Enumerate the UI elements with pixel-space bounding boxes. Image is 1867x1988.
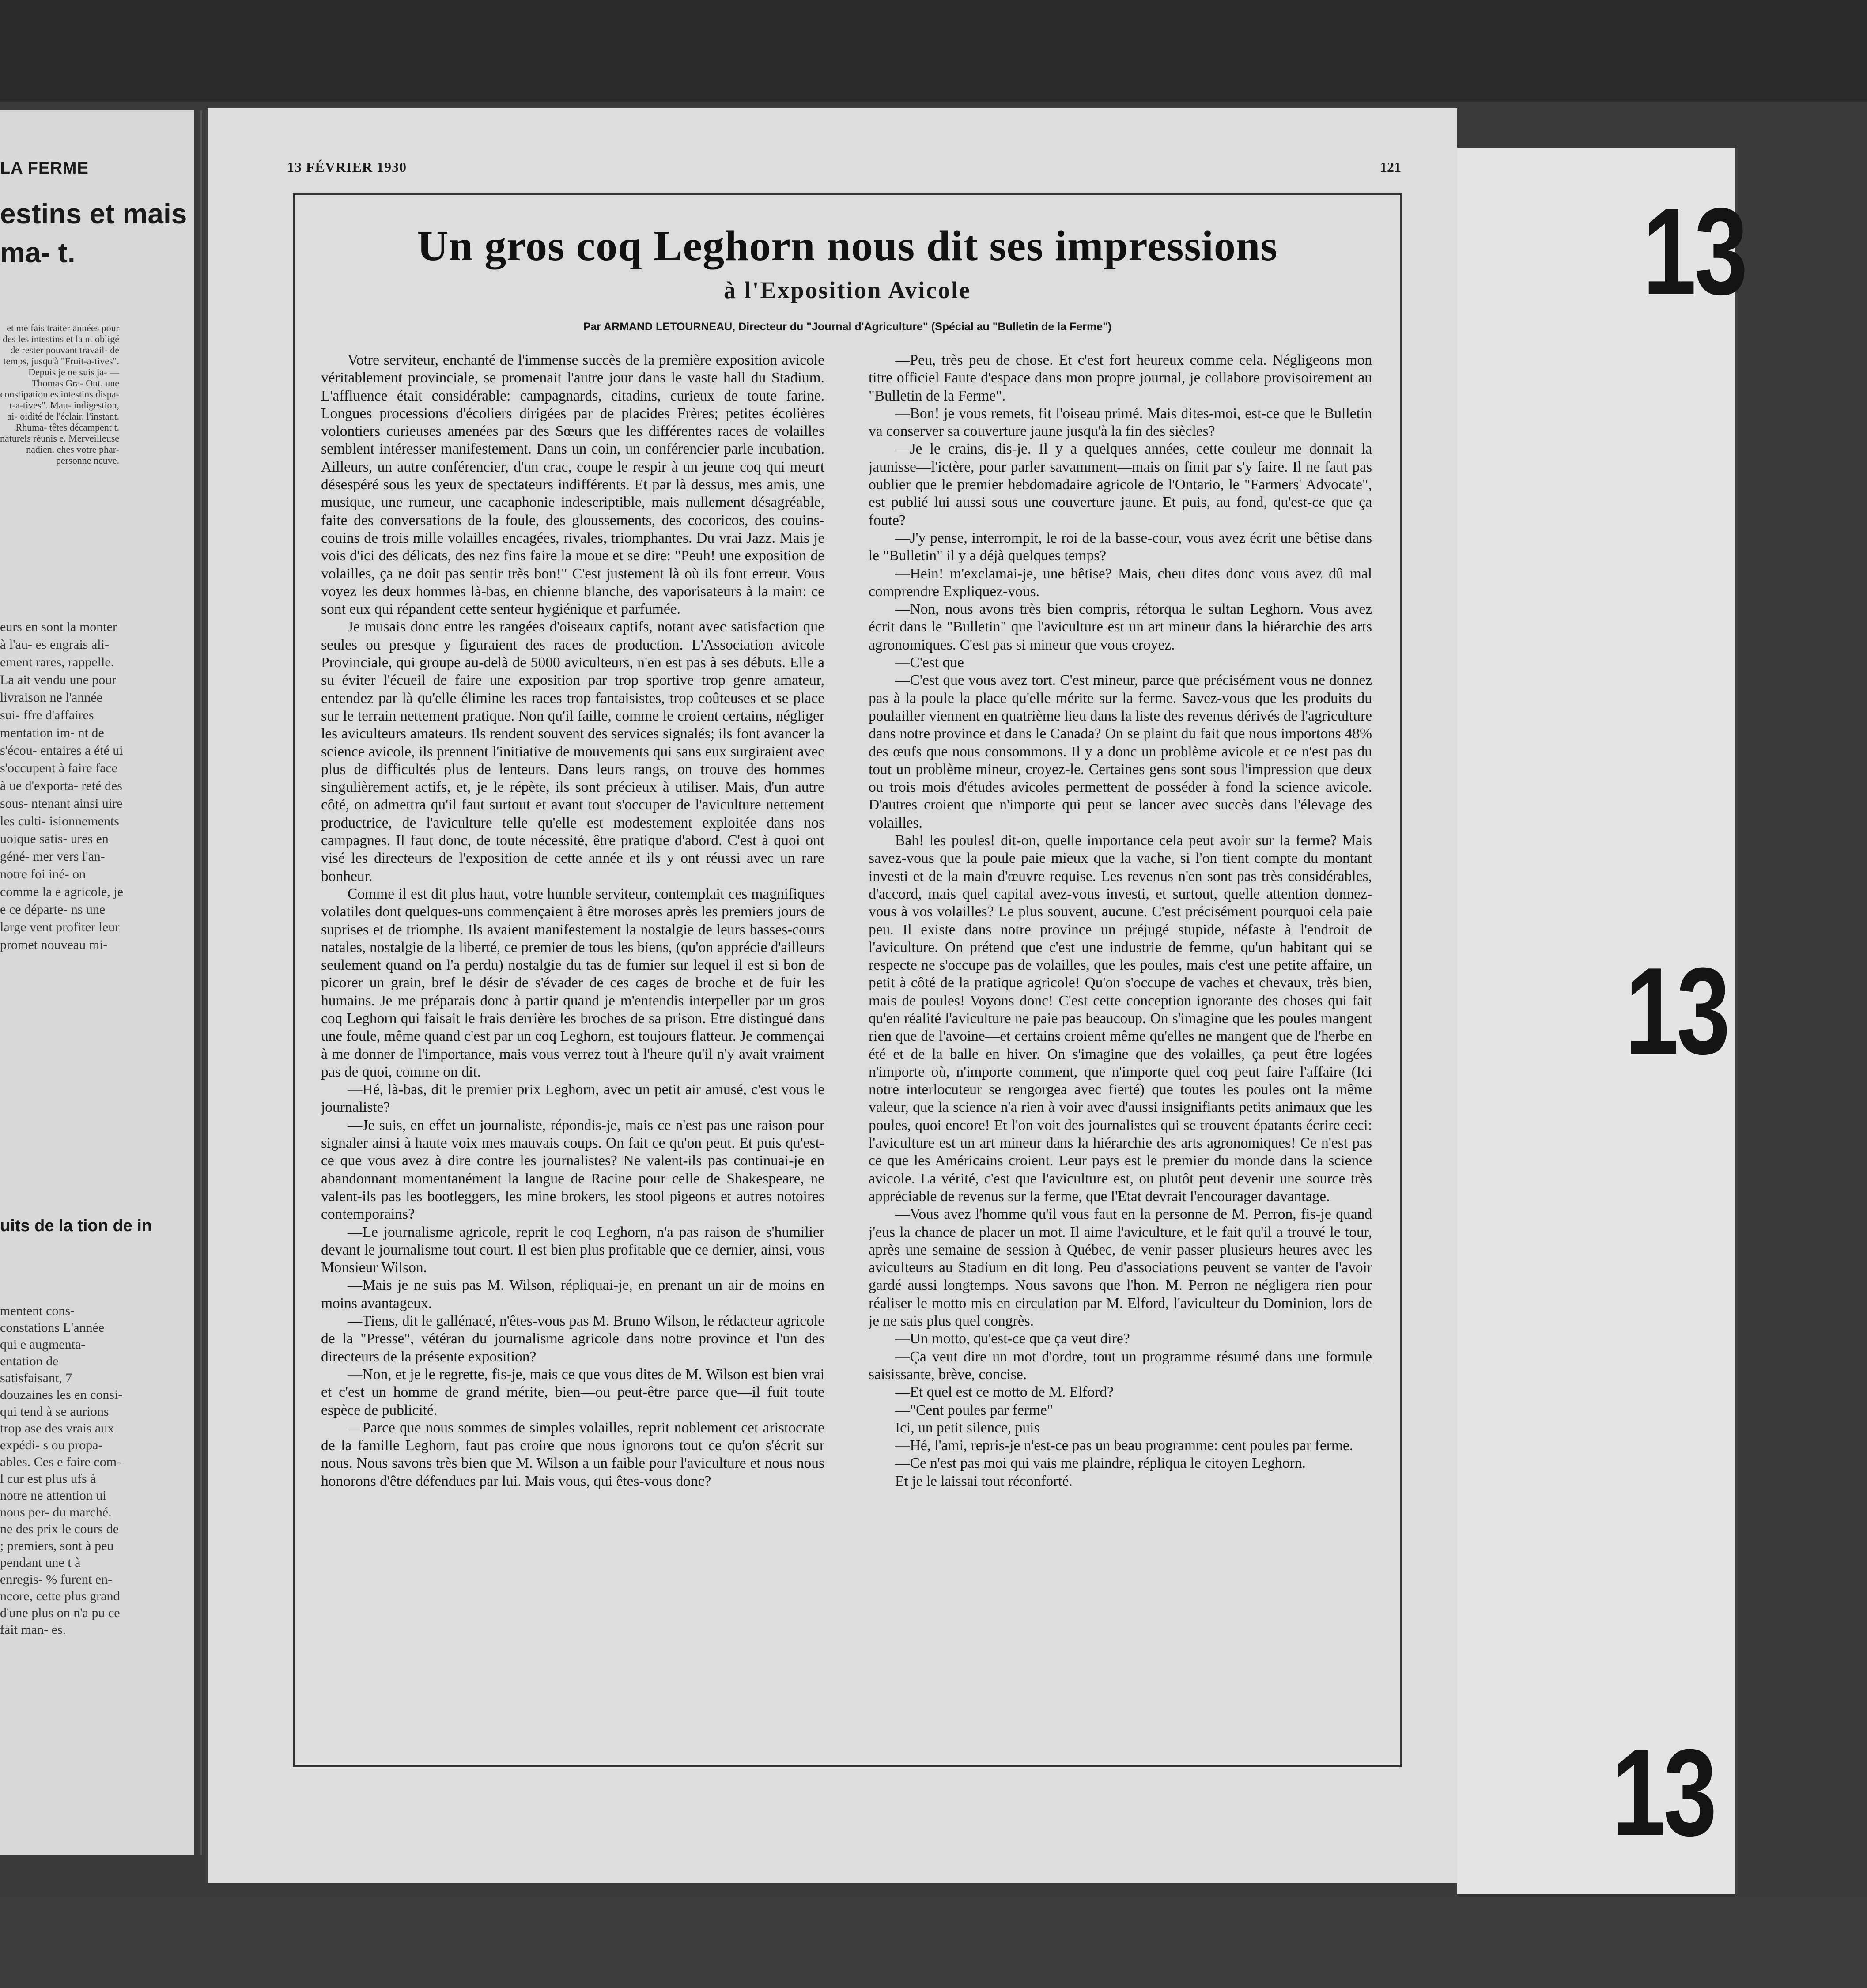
paragraph: —Hein! m'exclamai-je, une bêtise? Mais, cheu dites donc vous avez dû mal comprendre Expliquez-vous. [869,565,1372,600]
adjacent-page-text: et me fais traiter années pour des les intestins et la nt obligé de rester pouvant travail- de temps, jusqu'à "Fruit-a-tives". Depuis je ne suis ja- —Thomas Gra- Ont. une constipation es intestins dispa- t-a-tives". Mau- indigestion, ai- oidité de l'éclair. l'instant. Rhuma- têtes décampent t. naturels réunis e. Merveilleuse nadien. ches votre phar- personne neuve. [0,322,120,466]
paragraph: —Parce que nous sommes de simples volailles, reprit noblement cet aristocrate de la famille Leghorn, faut pas croire que nous ignorons tout ce qu'on s'écrit sur nous. Nous savons très bien que M. Wilson a un faible pour l'aviculture et nous nous honorons d'être défendues par lui. Mais vous, qui êtes-vous donc? [321,1419,824,1489]
adjacent-page-header: LA FERME [0,159,89,178]
paragraph: —Ça veut dire un mot d'ordre, tout un programme résumé dans une formule saisissante, brève, concise. [869,1348,1372,1383]
paragraph: —Tiens, dit le gallénacé, n'êtes-vous pas M. Bruno Wilson, le rédacteur agricole de la "Presse", vétéran du journalisme agricole dans notre province et l'un des directeurs de la présente exposition? [321,1313,824,1365]
scan-background-bottom [0,1899,1867,1988]
article-byline: Par ARMAND LETOURNEAU, Directeur du "Journal d'Agriculture" (Spécial au "Bulletin de la Ferme") [583,321,1112,333]
paragraph: —Vous avez l'homme qu'il vous faut en la personne de M. Perron, fis-je quand j'eus la chance de placer un mot. Il aime l'aviculture, et le fait qu'il a trouvé le tour, après une semaine de session à Québec, de venir passer plusieurs heures avec les aviculteurs au Stadium en dit long. Peu d'associations peuvent se vanter de l'avoir gardé aussi longtemps. Nous savons que l'hon. M. Perron ne négligera rien pour réaliser le motto mis en circulation par M. Elford, l'aviculteur du Dominion, lors de je ne sais plus quel congrès. [869,1206,1372,1330]
paragraph: —Bon! je vous remets, fit l'oiseau primé. Mais dites-moi, est-ce que le Bulletin va conserver sa couverture jaune jusqu'à la fin des siècles? [869,405,1372,440]
paragraph: —"Cent poules par ferme" [895,1402,1053,1418]
page-number: 121 [1380,159,1401,175]
paragraph: —C'est que [895,654,964,671]
paragraph: —Et quel est ce motto de M. Elford? [895,1384,1114,1401]
adjacent-page-fragment [0,110,194,1855]
paragraph: —Non, nous avons très bien compris, rétorqua le sultan Leghorn. Vous avez écrit dans le "Bulletin" que l'aviculture est un art mineur dans la hiérarchie des arts agronomiques. C'est pas si mineur que vous croyez. [869,601,1372,653]
paragraph: —Je suis, en effet un journaliste, répondis-je, mais ce n'est pas une raison pour signaler ainsi à haute voix mes mauvais coups. On fait ce qu'on peut. Et puis qu'est-ce que vous avez à dire contre les journalistes? Ne valent-ils pas continuai-je en abandonnant momentanément la langue de Racine pour celle de Shakespeare, ne valent-ils pas les bootleggers, les mine brokers, les stool pigeons et autres notoires contemporains? [321,1117,824,1223]
adjacent-page-text: mentent cons- constations L'année qui e augmenta- entation de satisfaisant, 7 douzaines les en consi- qui tend à se aurions trop ase des vrais aux expédi- s ou propa- ables. Ces e faire com- l cur est plus ufs à notre ne attention ui nous per- du marché. ne des prix le cours de ; premiers, sont à peu pendant une t à enregis- % furent en- ncore, cette plus grand d'une plus on n'a pu ce fait man- es. [0,1304,123,1637]
paragraph: —Un motto, qu'est-ce que ça veut dire? [895,1330,1130,1347]
page-date: 13 FÉVRIER 1930 [287,159,407,175]
paragraph: Je musais donc entre les rangées d'oiseaux captifs, notant avec satisfaction que seules ou presque y figuraient des races de production. L'Association avicole Provinciale, qui groupe au-delà de 5000 aviculteurs, n'en est pas à ses débuts. Elle a su éviter l'écueil de faire une exposition par trop sportive trop genre amateur, entendez par là qu'elle élimine les races trop fantaisistes, trop coûteuses et se place sur le terrain nettement pratique. Non qu'il faille, comme le croient certains, négliger les aviculteurs amateurs. Ils rendent souvent des services signalés; ils font avancer la science avicole, ils prennent l'initiative de mouvements qui sans eux surgiraient avec plus de difficultés plus de lenteurs. Dans leurs rangs, on trouve des hommes singulièrement actifs, et, je le répète, ils sont précieux à utiliser. Mais, d'un autre côté, on admettra qu'il faut surtout et avant tout s'occuper de l'aviculture nettement productrice, de l'aviculture telle qu'elle est modestement exploitée dans nos campagnes. Il faut donc, de toute nécessité, être pratique d'abord. C'est à quoi ont visé les directeurs de l'exposition de cette année et ils y ont réussi avec un rare bonheur. [321,619,824,884]
frame-number: 13 [1643,183,1746,321]
paragraph: —J'y pense, interrompit, le roi de la basse-cour, vous avez écrit une bêtise dans le "Bulletin" il y a déjà quelques temps? [869,529,1372,564]
article-subheadline: à l'Exposition Avicole [723,277,971,303]
paragraph: —Je le crains, dis-je. Il y a quelques années, cette couleur me donnait la jaunisse—l'ictère, pour parler savamment—mais on finit par s'y faire. Il ne faut pas oublier que le premier hebdomadaire agricole de l'Ontario, le "Farmers' Advocate", est publié lui aussi sous une couverture jaune. Et puis, au fond, qu'est-ce que ça foute? [869,441,1372,529]
paragraph: —Hé, l'ami, repris-je n'est-ce pas un beau programme: cent poules par ferme. [895,1437,1353,1454]
paragraph: Et je le laissai tout réconforté. [895,1473,1073,1489]
paragraph: —Le journalisme agricole, reprit le coq Leghorn, n'a pas raison de s'humilier devant le journalisme tout court. Il est bien plus profitable que ce dernier, ainsi, vous Monsieur Wilson. [321,1224,824,1276]
paragraph: Ici, un petit silence, puis [895,1419,1040,1436]
article-frame [293,193,1402,1767]
adjacent-page-title: estins et mais ma- t. [0,198,187,268]
scan-background-top [0,0,1867,102]
paragraph: —Peu, très peu de chose. Et c'est fort heureux comme cela. Négligeons mon titre officiel Faute d'espace dans mon propre journal, je collabore provisoirement au "Bulletin de la Ferme". [869,352,1372,404]
frame-number: 13 [1625,942,1728,1080]
paragraph: Bah! les poules! dit-on, quelle importance cela peut avoir sur la ferme? Mais savez-vous que la poule paie mieux que la vache, si l'on tient compte du montant investi et de la main d'œuvre requise. Les revenus n'en sont pas très considérables, d'accord, mais quel capital avez-vous investi, et surtout, quelle attention donnez-vous à vos volailles? Le plus souvent, aucune. C'est précisément pourquoi cela paie peu. Il existe dans notre province un préjugé stupide, néfaste à l'endroit de l'aviculture. On prétend que c'est une industrie de femme, qu'un habitant qui se respecte ne s'occupe pas de volailles, que les poules, mais c'est une petite affaire, un petit à côté de la pratique agricole! Qu'on s'occupe de vaches et chevaux, très bien, mais de poules! Voyons donc! C'est cette conception ignorante des choses qui fait qu'en réalité l'aviculture ne paie pas beaucoup. On s'imagine que les poules mangent rien que de l'avoine—et certains croient même qu'elles ne mangent que de l'herbe en été et de la balle en hiver. On s'imagine que des volailles, ça peut être logées n'importe où, n'importe comment, que n'importe quel coq peut faire l'affaire (Ici notre interlocuteur se rengorgea avec fierté) que toutes les poules ont la même valeur, que la science n'a rien à voir avec d'aussi insignifiants petits animaux que les poules, quoi encore! Et l'on voit des journalistes qui se trouvent épatants écrire ceci: l'aviculture est un art mineur dans la hiérarchie des arts agronomiques! Ce n'est pas ce que les Américains croient. Leur pays est le premier du monde dans la science avicole. La vérité, c'est que l'aviculture est, ou plutôt peut devenir une source très appréciable de revenus sur la ferme, que l'Etat devrait l'encourager davantage. [869,832,1372,1205]
paragraph: —Non, et je le regrette, fis-je, mais ce que vous dites de M. Wilson est bien vrai et c'est un homme de grand mérite, bien—ou peut-être parce que—il fuit toute espèce de publicité. [321,1366,824,1418]
paragraph: —C'est que vous avez tort. C'est mineur, parce que précisément vous ne donnez pas à la poule la place qu'elle mérite sur la ferme. Savez-vous que les produits du poulailler viennent en quatrième lieu dans la liste des revenus dérivés de l'agriculture dans notre province et dans le Canada? On se plaint du fait que nous importons 48% des œufs que nous consommons. Il y a donc un problème avicole et ce n'est pas du tout un problème mineur, croyez-le. Certaines gens sont sous l'impression que deux ou trois mois d'études avicoles permettent de posséder à fond la science avicole. D'autres croient que n'importe qui peut se lancer avec succès dans l'élevage des volailles. [869,672,1372,831]
paragraph: —Hé, là-bas, dit le premier prix Leghorn, avec un petit air amusé, c'est vous le journaliste? [321,1081,824,1116]
paragraph: —Ce n'est pas moi qui vais me plaindre, répliqua le citoyen Leghorn. [895,1455,1306,1472]
adjacent-page-text: eurs en sont la monter à l'au- es engrais ali- ement rares, rappelle. La ait vendu une pour livraison ne l'année sui- ffre d'affaires mentation im- nt de s'écou- entaires a été ui s'occupent à faire face à ue d'exporta- reté des sous- ntenant ainsi uire les culti- isionnements uoique satis- ures en géné- mer vers l'an- notre foi iné- on comme la e agricole, je e ce départe- ns une large vent profiter leur promet nouveau mi- [0,620,124,952]
article-headline: Un gros coq Leghorn nous dit ses impressions [417,222,1278,270]
article-column-right [869,351,1372,1720]
adjacent-page-subtitle: uits de la tion de in [0,1217,152,1235]
paragraph: Comme il est dit plus haut, votre humble serviteur, contemplait ces magnifiques volatiles dont quelques-uns commençaient à être moroses après les premiers jours de suprises et de triomphe. Ils avaient manifestement la nostalgie de leurs basses-cours natales, nostalgie de la liberté, ce premier de tous les biens, (qu'on apprécie d'ailleurs seulement quand on l'a perdu) nostalgie du tas de fumier sur lequel il est si bon de picorer un grain, bref le désir de s'évader de ces cages de broche et de fuir les humains. Je me préparais donc à partir quand je m'entendis interpeller par un gros coq Leghorn qui faisait le frais derrière les broches de sa prison. Etre distingué dans une foule, même quand c'est par un coq Leghorn, est toujours flatteur. Je commençai à me donner de l'importance, mais vous verrez tout à l'heure qu'il n'y avait vraiment pas de quoi, comme on dit. [321,885,824,1080]
frame-number: 13 [1612,1724,1715,1862]
article-column-left [321,351,824,1720]
paragraph: Votre serviteur, enchanté de l'immense succès de la première exposition avicole véritablement provinciale, se promenait l'autre jour dans le vaste hall du Stadium. L'affluence était considérable: campagnards, citadins, curieux de toute farine. Longues processions d'écoliers dirigées par de placides Frères; petites écolières volontiers curieuses amenées par des Sœurs que les différentes races de volailles semblent intéresser manifestement. Dans un coin, un conférencier parle incubation. Ailleurs, un autre conférencier, d'un crac, coupe le respir à un jeune coq qui meurt désespéré sous les yeux de spectateurs indifférents. Et par là dessus, mes amis, une musique, une rumeur, une cacaphonie indescriptible, mais nullement désagréable, faite des conversations de la foule, des gloussements, des cocoricos, des couins-couins de trois mille volailles encagées, rivales, triomphantes. Du vrai Jazz. Mais je vois d'ici des délicats, des nez fins faire la moue et se dire: "Peuh! une exposition de volailles, ça ne doit pas sentir très bon!" C'est justement là où ils font erreur. Vous voyez les deux hommes là-bas, en chienne blanche, des vaporisateurs à la main: ce sont eux qui répandent cette senteur hygiénique et parfumée. [321,352,824,618]
page-gutter [200,110,202,1855]
paragraph: —Mais je ne suis pas M. Wilson, répliquai-je, en prenant un air de moins en moins avantageux. [321,1277,824,1311]
